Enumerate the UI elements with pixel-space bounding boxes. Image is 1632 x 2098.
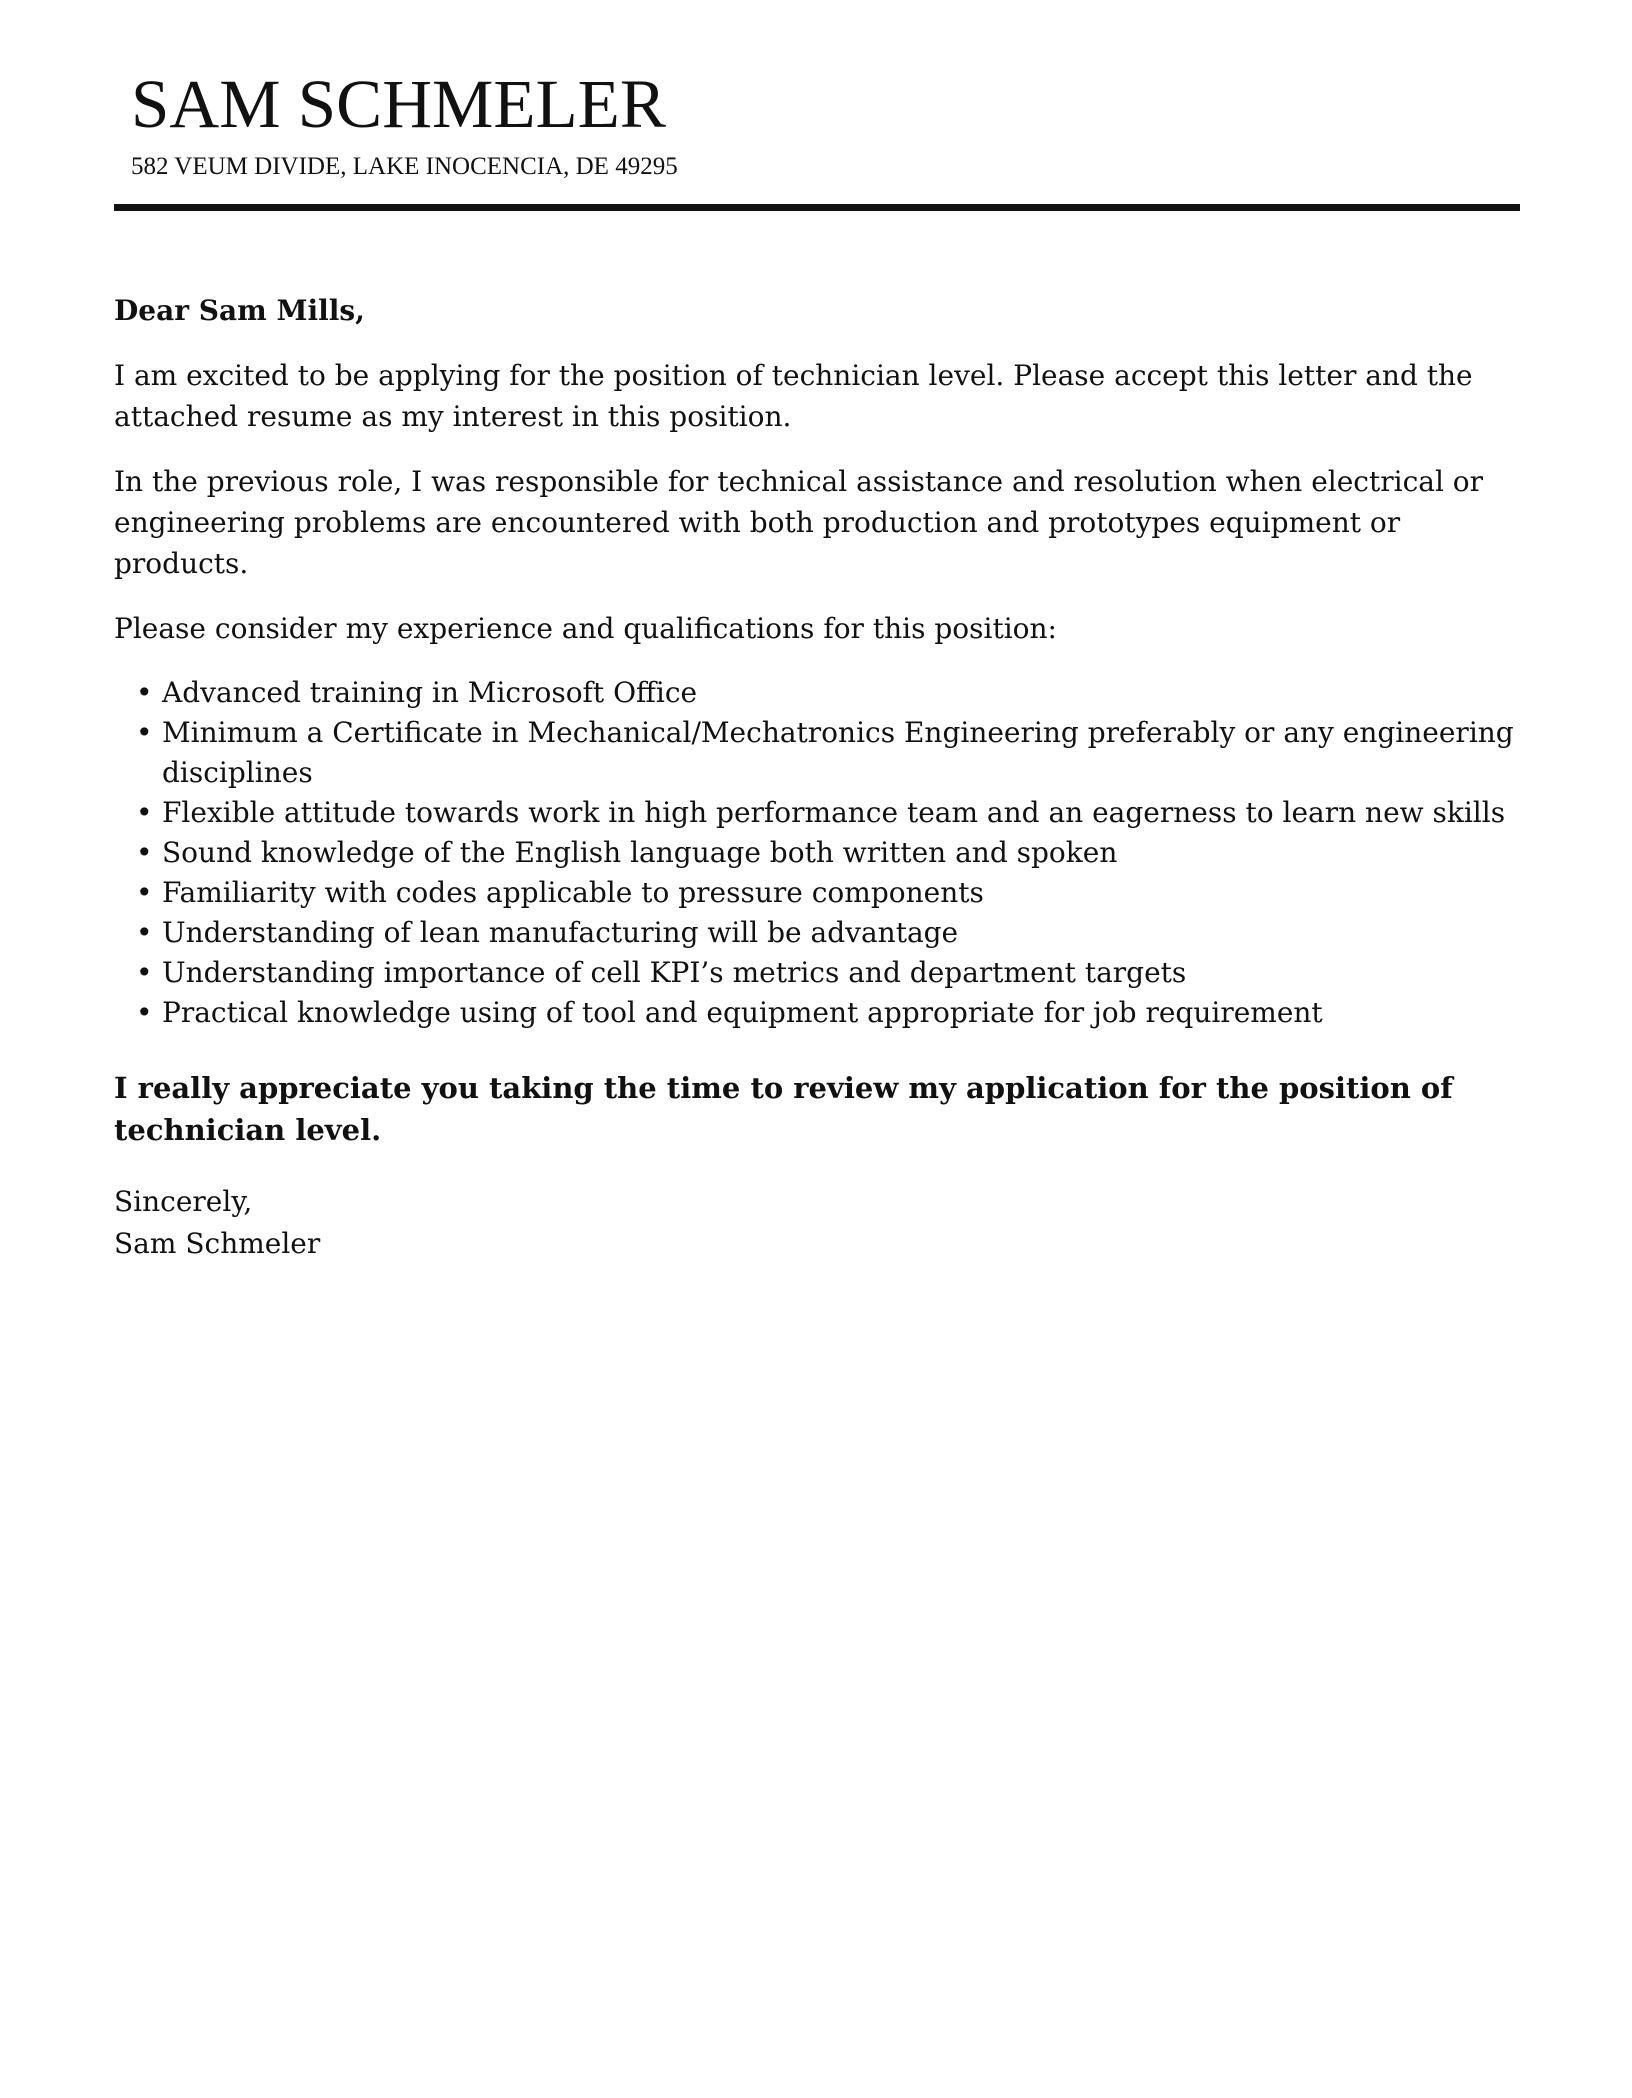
applicant-address: 582 VEUM DIVIDE, LAKE INOCENCIA, DE 49295 <box>131 153 678 180</box>
bullet-icon: • <box>136 956 153 989</box>
header-divider <box>114 204 1520 211</box>
list-item-text: Minimum a Certificate in Mechanical/Mechatronics Engineering preferably or any engineering disciplines <box>162 716 1514 789</box>
experience-paragraph: In the previous role, I was responsible for technical assistance and resolution when electrical or engineering problems are encountered with both production and prototypes equipment or products. <box>114 465 1484 580</box>
greeting: Dear Sam Mills, <box>114 294 365 327</box>
qualifications-intro: Please consider my experience and qualifications for this position: <box>114 612 1057 645</box>
bullet-icon: • <box>136 796 153 829</box>
intro-paragraph: I am excited to be applying for the position of technician level. Please accept this letter and the attached resume as my interest in this position. <box>114 359 1473 433</box>
signoff <box>114 1181 1524 1265</box>
letter-body <box>114 290 1524 1265</box>
list-item <box>136 913 1524 953</box>
letter-header <box>131 64 1531 182</box>
bullet-icon: • <box>136 876 153 909</box>
list-item <box>136 793 1524 833</box>
bullet-icon: • <box>136 836 153 869</box>
signature-name: Sam Schmeler <box>114 1227 321 1260</box>
bullet-icon: • <box>136 996 153 1029</box>
list-item <box>136 833 1524 873</box>
list-item-text: Flexible attitude towards work in high performance team and an eagerness to learn new skills <box>162 796 1506 829</box>
applicant-name: SAM SCHMELER <box>131 66 666 142</box>
list-item <box>136 713 1524 793</box>
closing-statement: I really appreciate you taking the time to review my application for the position of technician level. <box>114 1071 1453 1147</box>
bullet-icon: • <box>136 716 153 749</box>
valediction: Sincerely, <box>114 1185 253 1218</box>
list-item-text: Advanced training in Microsoft Office <box>162 676 698 709</box>
list-item-text: Understanding of lean manufacturing will be advantage <box>162 916 959 949</box>
bullet-icon: • <box>136 916 153 949</box>
list-item-text: Familiarity with codes applicable to pressure components <box>162 876 984 909</box>
list-item <box>136 873 1524 913</box>
list-item-text: Sound knowledge of the English language both written and spoken <box>162 836 1118 869</box>
qualifications-list <box>114 673 1524 1033</box>
list-item-text: Understanding importance of cell KPI’s metrics and department targets <box>162 956 1187 989</box>
list-item <box>136 673 1524 713</box>
list-item-text: Practical knowledge using of tool and equipment appropriate for job requirement <box>162 996 1323 1029</box>
list-item <box>136 953 1524 993</box>
bullet-icon: • <box>136 676 153 709</box>
list-item <box>136 993 1524 1033</box>
